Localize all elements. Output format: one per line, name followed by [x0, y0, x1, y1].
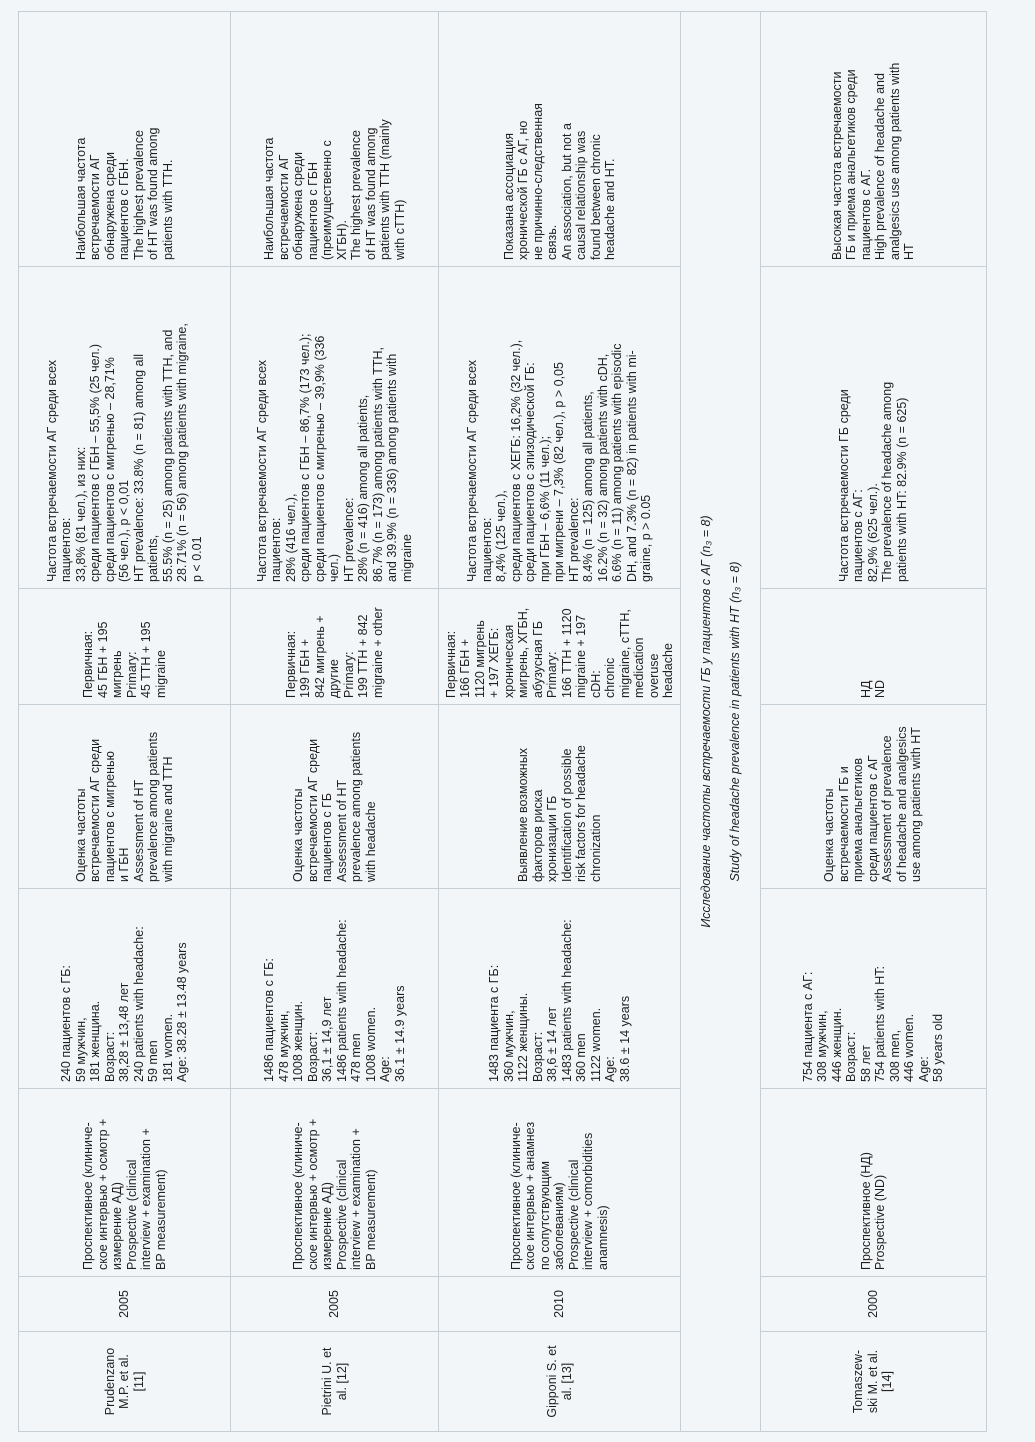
- aim-cell: Оценка частоты встречаемости ГБ и приема анальгетиков среди пациентов с АГ Assessment of prevalence of headache and analgesics use among patients with HT: [760, 705, 986, 889]
- year-cell: 2000: [760, 1277, 986, 1332]
- sample-cell: 240 пациентов с ГБ: 59 мужчин, 181 женщина. Возраст: 38,28 ± 13,48 лет 240 patients with headache: 59 men 181 women. Age: 38.28 ± 13.48 years: [19, 889, 231, 1089]
- conclusion-cell: Наибольшая частота встречаемости АГ обнаружена среди пациентов с ГБН (преимущественно с ХГБН). The highest prevalence of HT was found among patients with TTH (mainly with cTTH): [231, 12, 439, 267]
- section-heading-en: Study of headache prevalence in patients with HT (n₃ = 8): [727, 561, 742, 882]
- headache-type-cell: НД ND: [760, 589, 986, 705]
- results-cell: Частота встречаемости АГ среди всех пациентов: 28% (416 чел.), среди пациентов с ГБН – 86,7% (173 чел.); среди пациентов с мигренью – 39,9% (336 чел.) HT prevalence: 28% (n = 416) among all patients, 86.7% (n = 173) among patients with TTH, and 39.9% (n = 336) among patients with migraine: [231, 267, 439, 589]
- section-heading: [681, 12, 761, 1432]
- aim-cell: Оценка частоты встречаемости АГ среди пациентов с мигренью и ГБН Assessment of HT prevalence among patients with migraine and TTH: [19, 705, 231, 889]
- design-cell: Проспективное (НД) Prospective (ND): [760, 1089, 986, 1277]
- aim-cell: Выявление возможных факторов риска хронизации ГБ Identification of possible risk factors for headache chronization: [439, 705, 681, 889]
- table-row: [439, 12, 681, 1432]
- section-heading-ru: Исследование частоты встречаемости ГБ у пациентов с АГ (n₃ = 8): [698, 515, 713, 928]
- table-row: [19, 12, 231, 1432]
- study-cell: Tomaszew- ski M. et al. [14]: [760, 1332, 986, 1432]
- section-heading-row: [681, 12, 761, 1432]
- sample-cell: 754 пациента с АГ: 308 мужчин, 446 женщин. Возраст: 58 лет 754 patients with HT: 308 men, 446 women. Age: 58 years old: [760, 889, 986, 1089]
- conclusion-cell: Наибольшая частота встречаемости АГ обнаружена среди пациентов с ГБН. The highest prevalence of HT was found among patients with TTH.: [19, 12, 231, 267]
- results-cell: Частота встречаемости ГБ среди пациентов с АГ: 82,9% (625 чел.). The prevalence of headache among patients with HT: 82.9% (n = 625): [760, 267, 986, 589]
- conclusion-cell: Показана ассоциация хронической ГБ с АГ, но не причинно-следственная связь. An association, but not a causal relationship was found between chronic headache and HT.: [439, 12, 681, 267]
- sample-cell: 1483 пациента с ГБ: 360 мужчин, 1122 женщины. Возраст: 38,6 ± 14 лет 1483 patients with headache: 360 men 1122 women. Age: 38.6 ± 14 years: [439, 889, 681, 1089]
- headache-type-cell: Первичная: 45 ГБН + 195 мигрень Primary: 45 TTH + 195 migraine: [19, 589, 231, 705]
- study-table: [18, 11, 987, 1432]
- results-cell: Частота встречаемости АГ среди всех пациентов: 33,8% (81 чел.), из них: среди пациентов с ГБН – 55,5% (25 чел.) среди пациентов с мигренью – 28,71% (56 чел.), p < 0,01 HT prevalence: 33.8% (n = 81) among all patients, 55.5% (n = 25) among patients with TTH, and 28.71% (n = 56) among patients with migraine, p < 0.01: [19, 267, 231, 589]
- design-cell: Проспективное (клиниче- ское интервью + анамнез по сопутствующим заболеваниям) Prospective (clinical interview + comorbidities anamnesis): [439, 1089, 681, 1277]
- year-cell: 2010: [439, 1277, 681, 1332]
- table-row: [760, 12, 986, 1432]
- sample-cell: 1486 пациентов с ГБ: 478 мужчин, 1008 женщин. Возраст: 36,1 ± 14,9 лет 1486 patients with headache: 478 men 1008 women. Age: 36.1 ± 14.9 years: [231, 889, 439, 1089]
- conclusion-cell: Высокая частота встречаемости ГБ и приема анальгетиков среди пациентов с АГ. High prevalence of headache and analgesics use among patients with HT: [760, 12, 986, 267]
- study-cell: Pietrini U. et al. [12]: [231, 1332, 439, 1432]
- results-cell: Частота встречаемости АГ среди всех пациентов: 8,4% (125 чел.), среди пациентов с ХЕГБ: 16,2% (32 чел.), среди пациентов с эпизодической ГБ: при ГБН – 6,6% (11 чел.); при мигрени – 7,3% (82 чел.), p > 0,05 HT prevalence: 8.4% (n = 125) among all patients, 16.2% (n = 32) among patients with cDH, 6.6% (n = 11) among patients with episodic DH, and 7.3% (n = 82) in patients with mi- graine, p > 0.05: [439, 267, 681, 589]
- design-cell: Проспективное (клиниче- ское интервью + осмотр + измерение АД) Prospective (clinical interview + examination + BP measurement): [231, 1089, 439, 1277]
- study-cell: Prudenzano M.P. et al. [11]: [19, 1332, 231, 1432]
- aim-cell: Оценка частоты встречаемости АГ среди пациентов с ГБ Assessment of HT prevalence among patients with headache: [231, 705, 439, 889]
- design-cell: Проспективное (клиниче- ское интервью + осмотр + измерение АД) Prospective (clinical interview + examination + BP measurement): [19, 1089, 231, 1277]
- year-cell: 2005: [19, 1277, 231, 1332]
- year-cell: 2005: [231, 1277, 439, 1332]
- table-row: [231, 12, 439, 1432]
- study-cell: Gipponi S. et al. [13]: [439, 1332, 681, 1432]
- headache-type-cell: Первичная: 166 ГБН + 1120 мигрень + 197 ХЕГБ: хроническая мигрень, ХГБН, абузусная ГБ Primary: 166 TTH + 1120 migraine + 197 cDH: chronic migraine, cTTH, medication overuse headache: [439, 589, 681, 705]
- headache-type-cell: Первичная: 199 ГБН + 842 мигрень + другие Primary: 199 TTH + 842 migraine + other: [231, 589, 439, 705]
